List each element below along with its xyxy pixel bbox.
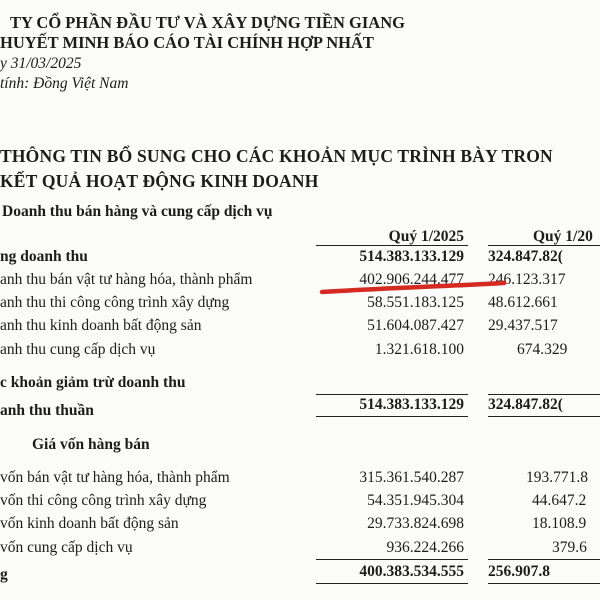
- row-value: 193.771.8: [526, 469, 588, 486]
- row-value: 29.437.517: [488, 317, 558, 334]
- total-line: [316, 416, 468, 417]
- row-label: anh thu thuần: [0, 402, 94, 419]
- row-value: 936.224.266: [386, 539, 464, 556]
- row-value: 51.604.087.427: [367, 317, 464, 334]
- total-line: [488, 583, 600, 584]
- row-value: 315.361.540.287: [359, 469, 464, 486]
- row-value: 514.383.133.129: [359, 248, 464, 265]
- section-title-line2: KẾT QUẢ HOẠT ĐỘNG KINH DOANH: [0, 171, 319, 191]
- row-label: anh thu bán vật tư hàng hóa, thành phẩm: [0, 271, 253, 288]
- row-value: 379.6: [552, 539, 587, 556]
- row-value: 48.612.661: [488, 294, 558, 311]
- row-value: 1.321.618.100: [374, 341, 464, 358]
- row-value: 256.907.8: [488, 563, 550, 580]
- column-header-q1-2024: Quý 1/20: [533, 228, 593, 245]
- row-value: 400.383.534.555: [359, 563, 464, 580]
- row-label: anh thu thi công công trình xây dựng: [0, 294, 230, 311]
- row-label: g: [0, 566, 8, 583]
- row-label: vốn cung cấp dịch vụ: [0, 539, 133, 556]
- row-label: c khoản giảm trừ doanh thu: [0, 374, 186, 391]
- column-header-q1-2025: Quý 1/2025: [388, 228, 464, 245]
- row-value: 246.123.317: [488, 271, 566, 288]
- row-label: ng doanh thu: [0, 248, 88, 265]
- currency-unit: tính: Đồng Việt Nam: [0, 75, 129, 92]
- row-value: 29.733.824.698: [367, 515, 464, 532]
- subsection-cogs: Giá vốn hàng bán: [32, 436, 150, 453]
- row-label: vốn bán vật tư hàng hóa, thành phẩm: [0, 469, 230, 486]
- row-label: anh thu cung cấp dịch vụ: [0, 341, 156, 358]
- total-line: [488, 559, 600, 560]
- row-value: 58.551.183.125: [367, 294, 464, 311]
- row-value: 44.647.2: [532, 492, 587, 509]
- row-value: 18.108.9: [532, 515, 587, 532]
- row-label: vốn kinh doanh bất động sản: [0, 515, 179, 532]
- subsection-revenue: Doanh thu bán hàng và cung cấp dịch vụ: [2, 203, 273, 220]
- row-value: 324.847.82(: [488, 248, 563, 265]
- row-value: 402.906.244.477: [359, 271, 464, 288]
- row-value: 324.847.82(: [488, 396, 563, 413]
- row-value: 514.383.133.129: [359, 396, 464, 413]
- row-value: 54.351.945.304: [367, 492, 464, 509]
- total-line: [316, 559, 468, 560]
- section-title: THÔNG TIN BỔ SUNG CHO CÁC KHOẢN MỤC TRÌNH BÀY TRON: [0, 146, 553, 166]
- total-line: [316, 394, 468, 395]
- total-line: [488, 416, 600, 417]
- total-line: [488, 394, 600, 395]
- report-date: y 31/03/2025: [0, 55, 82, 72]
- company-name: TY CỔ PHẦN ĐẦU TƯ VÀ XÂY DỰNG TIỀN GIANG: [10, 13, 405, 32]
- report-title: HUYẾT MINH BÁO CÁO TÀI CHÍNH HỢP NHẤT: [0, 33, 374, 52]
- row-value: 674.329: [517, 341, 568, 358]
- total-line: [316, 583, 468, 584]
- row-label: anh thu kinh doanh bất động sản: [0, 317, 202, 334]
- row-label: vốn thi công công trình xây dựng: [0, 492, 207, 509]
